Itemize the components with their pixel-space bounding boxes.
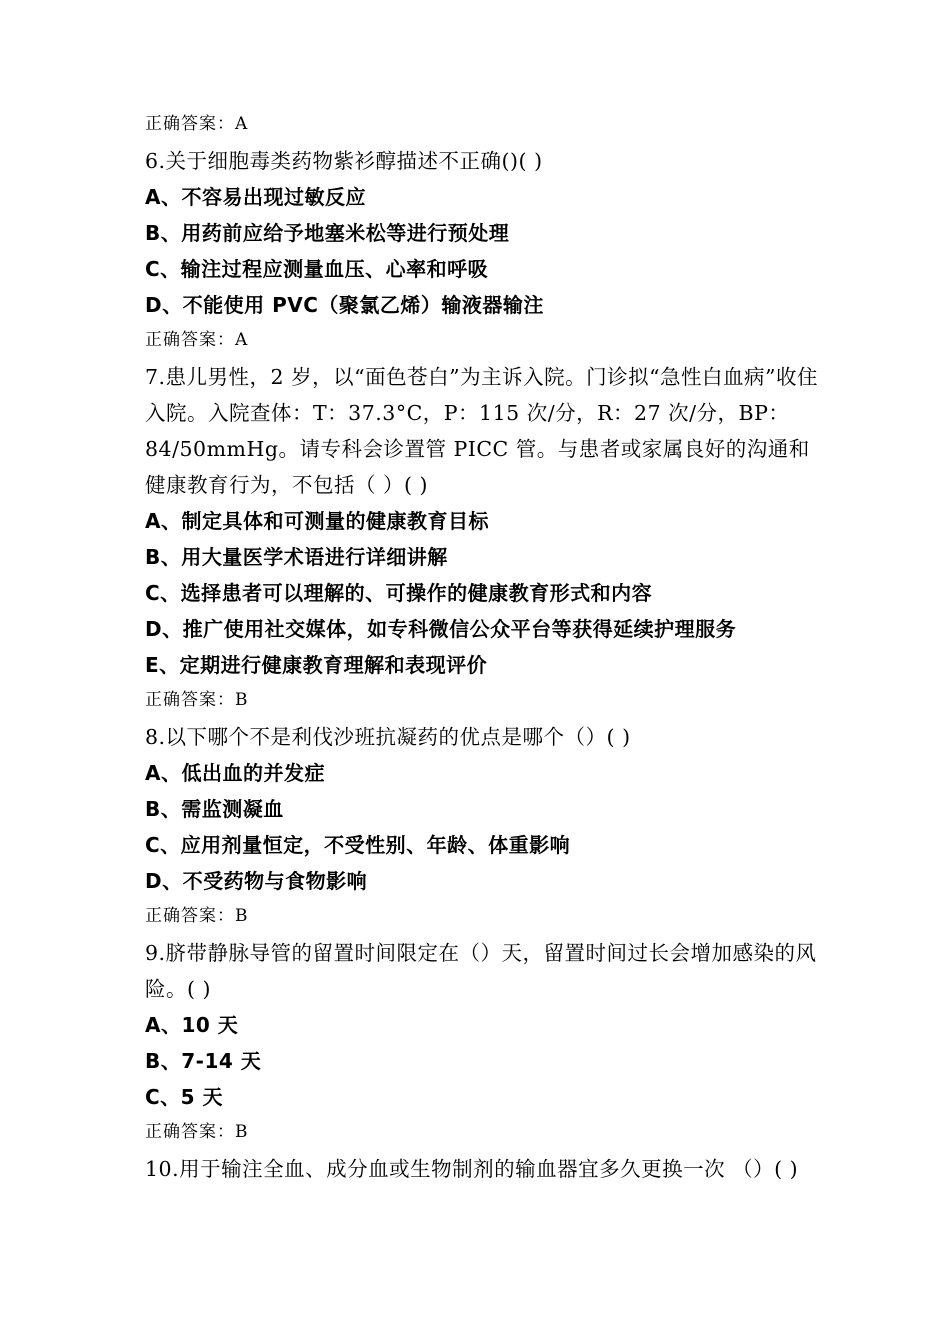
question-6: 6.关于细胞毒类药物紫衫醇描述不正确()( ) [145,149,543,173]
option-line: D、不能使用 PVC（聚氯乙烯）输液器输注 [145,293,544,317]
option-line: B、用大量医学术语进行详细讲解 [145,545,448,569]
option-line: E、定期进行健康教育理解和表现评价 [145,653,488,677]
answer-line: 正确答案：A [145,330,249,350]
option-line: D、不受药物与食物影响 [145,869,368,893]
question-9: 9.脐带静脉导管的留置时间限定在（）天，留置时间过长会增加感染的风险。( ) [145,941,817,1001]
option-line: A、低出血的并发症 [145,761,325,785]
question-10: 10.用于输注全血、成分血或生物制剂的输血器宜多久更换一次 （）( ) [145,1157,799,1181]
answer-line: 正确答案：B [145,906,249,926]
option-line: C、应用剂量恒定，不受性别、年龄、体重影响 [145,833,571,857]
answer-line: 正确答案：A [145,114,249,134]
question-7: 7.患儿男性，2 岁，以“面色苍白”为主诉入院。门诊拟“急性白血病”收住入院。入院查体：T：37.3°C，P：115 次/分，R：27 次/分，BP：84/50mmHg。请专科会诊置管 PICC 管。与患者或家属良好的沟通和健康教育行为，不包括（ ）( ) [145,365,819,497]
answer-line: 正确答案：B [145,690,249,710]
question-8: 8.以下哪个不是利伐沙班抗凝药的优点是哪个（）( ) [145,725,631,749]
option-line: C、5 天 [145,1085,224,1109]
option-line: C、选择患者可以理解的、可操作的健康教育形式和内容 [145,581,653,605]
option-line: A、不容易出现过敏反应 [145,185,366,209]
answer-line: 正确答案：B [145,1122,249,1142]
option-line: A、制定具体和可测量的健康教育目标 [145,509,489,533]
exam-content [145,107,825,1187]
option-line: C、输注过程应测量血压、心率和呼吸 [145,257,489,281]
option-line: A、10 天 [145,1013,239,1037]
option-line: D、推广使用社交媒体，如专科微信公众平台等获得延续护理服务 [145,617,737,641]
option-line: B、7-14 天 [145,1049,262,1073]
option-line: B、用药前应给予地塞米松等进行预处理 [145,221,510,245]
option-line: B、需监测凝血 [145,797,284,821]
